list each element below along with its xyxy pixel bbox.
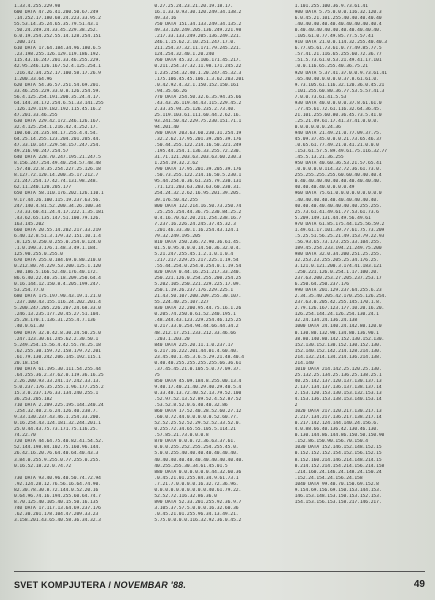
listing-line: .65.40.40.0.0.0.0.37.8.61.61.0. [294,76,379,82]
listing-line: 246.1.15.62.2.10.251.247.17.0. [154,40,236,46]
listing-line: .51.5.73.61.0.53.21.49.41.17.101 [294,58,382,64]
listing-line: 0.0.0.0.0.0.0.0.0.0.40.61.79.22. [154,487,242,493]
listing-line: .0.0.0.0.0.114.32.72.36.61.73.0. [294,167,382,173]
listing-line: .43.43.26.119.44.43.115.229.45.2 [154,100,242,106]
listing-line: 0.33.40.13.72.40.52.13.79.52.100 [154,391,242,396]
listing-line: .71.121.203.63.203.63.60.230.31. [154,185,242,191]
listing-line: 5.21.247.255.45.1.2.1.0.1.0.4 [154,251,234,257]
listing-line: 16.1.33.0.93.30.120.249.34.138.2 [154,10,242,16]
listing-line: .175.106.45.45.106.1.3.62.203.201 [154,76,244,82]
listing-line: 2.153.120.153.130.153.132.153.13 [294,391,382,396]
listing-line: .43.62.65.135.147.51.100.79.126. [14,215,101,221]
listing-line: 100.60.24.235.84.17.255.4.4.54. [14,130,99,136]
listing-line: 950 DATA 40.60.36.53.21.57.65.41 [294,161,382,167]
footer-separator: / [108,580,114,590]
listing-line: 53.254.77.0 [14,288,44,294]
listing-line: 48.212.17.251.233.212.33.46.66 [154,330,236,336]
listing-line: 3.158.201.43.65.40.58.36.34.32.3 [14,517,101,523]
listing-line: 55.53.14.35.24.65.35.79.51.43.1 [14,22,99,28]
listing-columns [14,4,425,562]
listing-line: 5.0.0.255.40.40.40.40.40.40.40. [154,451,239,457]
listing-line: 15.3.0.237.176.33.134.240.255.1 [14,391,99,396]
listing-line: 5.209.149.131.44.49.56.49.61 [294,215,371,221]
listing-line: 940 DATA 21.49.21.0.77.09.37.75. [294,130,382,136]
listing-line: 760 DATA 45.32.3.106.171.45.217. [154,58,242,64]
listing-line: 0.130.144.86.144.86.150.50.150.90 [294,433,385,439]
listing-line: 9.40.17.40.21.40.29.40.29.40.5.4 [154,384,242,390]
listing-line: 700 DATA 61.195.30.111.54.255.44 [14,366,101,372]
listing-line: 31.71.121.203.63.203.63.60.230.3 [154,155,242,161]
listing-line: 62.11.240.120.205.177 [14,185,72,191]
listing-line: 32.4.125.254.1.216.42.4.252.17. [14,124,99,130]
listing-line: 40.40.40.40.0.0.0.0.49 [294,185,355,191]
listing-line: 680 DATA 175.197.90.43.19.1.21.0 [14,294,101,300]
listing-line: 0.130.80.132.90.134.80.136.90.1 [294,330,379,336]
listing-line: .217.217.229.25.217.225.1.19.54 [154,257,239,263]
listing-line: 620 DATA 54.36.57.251.54.69.201. [14,82,101,88]
listing-line: 0.211.254.37.32.11.98.171.245.22 [154,64,242,70]
listing-column-right [295,4,425,562]
listing-line: 250.1.19.26.237.176.229.225.1 [154,288,234,294]
listing-line: .195.44.254.1.136.33.255.72.230. [154,149,242,155]
listing-line: .55.44.254.0.254.0.254.0.1.19.54 [154,264,242,270]
listing-line: .200.171 [14,40,36,46]
listing-line: .7.21.7.0.0.0.0.16.32.72.36.96. [154,481,239,487]
listing-line: 40.25.142.137.120.137.130.137.13 [294,378,382,384]
listing-line: 237.63.200.253.27.205.237.253.17 [294,276,382,282]
listing-line: 1040 DATA 99.40.70.150.69.152.8 [294,481,379,487]
listing-line: 25.28.170.1.136.31.255.4.7.136 [14,318,96,324]
listing-line: 55.224.40.25.107.227 [154,300,209,306]
listing-line: 600 DATA 47.26.41.200.50.67.249 [14,10,99,16]
listing-line: 23.45.40.1.45.3.6.5.29.21.48.40.4 [154,354,244,360]
listing-line: .40.40.40.40.40.40.40.40.40.40. [294,197,379,203]
listing-line: .77.45.61.72.61.116.32.64.36.45. [294,106,382,112]
listing-line: .61.79.130.242.206.145.192.115.1 [14,354,101,360]
listing-line: 5.249.254.15.56.4.42.55.78.25.18 [14,342,101,348]
listing-line: .14.252.17.180.68.24.223.33.95.2 [14,16,101,22]
listing-line: 163.145.202 [14,221,44,227]
listing-line: 0.16.254.43.124.181.32.244.201.1 [14,421,101,427]
listing-line: 237.63.0.205.42.255.145.170.1.8. [294,300,382,306]
listing-line: 840 DATA 225.20.11.1.0.237.17 [154,342,234,348]
listing-line: .0.0.116.65.255.40.36.75.21 [294,64,368,70]
page-number: 49 [413,579,425,590]
listing-line: .62.255.30.159.72.158.179.72.201 [14,348,101,354]
listing-line: 255.255.255.255.60.60.40.40.40.4 [294,173,382,179]
listing-line: 670 DATA 255.0.184.69.0.80.210.0 [14,257,101,263]
listing-line: 49.33.16 [154,16,177,22]
listing-line: .5.25.51.56.25.21.49.153.79.22.93 [294,233,385,239]
listing-line: 630 DATA 229.42.172.246.126.167. [14,118,101,124]
listing-line: 21.101.255.60.80.36.45.73.5.41.0 [294,112,382,118]
listing-line: 1010 DATA 214.142.25.120.25.130. [294,366,382,372]
listing-line: 980 DATA 32.0.34.200.251.25.255. [294,251,382,257]
listing-line: 0.255.72.34.65.55.105.5.114.21 [154,427,236,433]
listing-line: 610 DATA 17.64.184.34.96.180.6.5 [14,46,101,52]
listing-line: .60.0.72.44.0.0.0.0.0.52.60.77. [154,415,239,421]
listing-line: 810 DATA 250.236.72.90.36.61.45. [154,239,242,245]
listing-line: .153.61.57.5.89.49.61.75.116.32.77 [294,149,387,155]
listing-line: 800 DATA 122.214.16.50.73.250.74 [154,203,242,209]
listing-line: .217.33.133.249.205.136.249.221. [154,34,242,40]
listing-line: 146.153.148.153.150.153.152.153. [294,493,382,499]
listing-line: .48.244.43.123.229.254.46.125.25 [154,318,242,324]
listing-line: .57.85.21.73.0.0.0.8 [154,433,209,439]
listing-line: 0.4.16.70.62.20.211.254.238.16.7 [154,215,242,221]
listing-line: 6.77.05.61.73.61.0.77.49.85.77.5 [294,46,382,52]
listing-line: 2.33.35.94.25.126.235.2.73.40. [154,106,236,112]
listing-line: 152.140.152.142.214.128.214.130. [294,348,382,354]
listing-line: 820 DATA 0.44.16.251.217.33.240. [154,270,242,276]
listing-line: .56.93.65.73.173.255.33.104.255. [294,239,382,245]
listing-line: 1.254.19.32.2.62 [154,161,198,167]
listing-line: 650 DATA 58.110.176.202.126.110.1 [14,191,104,197]
listing-line: 82.30.78.30.8.72.144.0.52.20.16 [14,487,99,493]
listing-line: 8.156.247.254.49.40.254.57.48.48 [14,161,101,167]
listing-line: 40.40.40.40.40.40.40.40.40.40.40. [154,457,244,463]
listing-column-middle [154,4,284,562]
footer-publication [14,580,186,590]
listing-line: .203.1.203.20 [154,336,190,342]
listing-line: 52.52.72.116.32.86.36.0 [154,493,217,499]
listing-line: .246.13.235.177.20.45.27.51.104. [14,312,101,318]
listing-line: 930 DATA 40.0.0.0.0.37.8.61.61.0 [294,100,382,106]
listing-line: 880 DATA 0.0.0.0.0.0.44.32.60.36 [154,469,242,475]
listing-line: 740 DATA 17.117.13.64.69.237.176 [14,505,101,511]
listing-line: 38.80.140.80.142.152.130.152.130. [294,336,385,342]
listing-line: 690 DATA 32.0.42.8.30.24.50.25.0 [14,330,101,336]
listing-line: 5.0.237.176.35.255.1.96.177.255.2 [14,384,104,390]
listing-line: 910 DATA 21.0.0.114.32.255.40.40.3 [294,40,387,46]
listing-line: .8.125.0.250.0.255.0.254.0.124.0 [14,239,101,245]
listing-line: 0.27.25.24.23.21.20.19.18.17. [154,4,234,9]
listing-line: .0.45.21.01.255.84.34.9.61.73.1 [154,475,239,481]
listing-line: 1.33.4.255.229.98 [14,4,61,9]
listing-line: 21.247.254.17.42.74.131.98.248. [14,179,99,185]
listing-line: 214.140 [294,360,314,366]
listing-line: 32.24.134.24.136.24.138 [294,318,358,324]
listing-line: 211.254.37.32.11.171.79.245.221. [154,46,242,52]
listing-line: 0.0.0.0.0.0.24.36 [294,124,341,130]
listing-line: 2.34.35.40.205.42.170.255.126.254. [294,294,387,300]
listing-line: 750 DATA 151.34.133.249.34.135.2 [154,22,242,28]
listing-line: 9.17.44.26.100.115.19.237.63.56. [14,197,101,203]
listing-line: 79.32.249.195.205 [154,233,201,239]
listing-line: .0.65.61.77.49.21.0.41.21.0.0.0 [294,143,379,149]
listing-line: 660 DATA 20.55.14.202.217.33.219 [14,227,101,233]
listing-line: 710 DATA 2.209.225.195.144.240.24 [14,403,104,409]
listing-line: 6.0.19.254.252.55.14.128.254.151 [14,34,101,40]
listing-line: .92.124.28.12.76.56.16.64.74.90. [14,481,101,487]
listing-line: .37.45.45.21.0.105.5.0.77.09.37. [154,366,242,372]
magazine-name: SVET KOMPJUTERA [14,580,106,590]
listing-line: 1.49.61.17.101.39.77.61.75.73.209 [294,227,385,233]
listing-line: .53.52.8.52.0.6.40.40.32.86 [154,403,228,409]
listing-line: .25.255.254.44.36.75.230.84.25.2 [154,209,242,215]
listing-line: 0.40.40.255.255.255.255.66.36.61 [154,360,242,366]
listing-line: 850 DATA 45.09.184.8.255.00.13.4 [154,378,242,384]
listing-line: 126.254.144.24.126.254.130.24.1 [294,312,379,318]
listing-line: 47.33.10.147.229.58.157.247.254. [14,143,101,149]
listing-line: .73.33.60.41.24.4.17.222.1.35.181 [14,209,104,215]
listing-line: 0.152.152.152.154.152.156.152.15 [294,451,382,457]
listing-line: .50.44.255.122.214.16.50.221.249 [154,143,242,149]
listing-line: 75 [154,372,160,378]
listing-column-left [14,4,144,562]
listing-line: 124.254.32.40.1.20.240 [154,52,215,58]
listing-line: 6.40.12.8.51.3.179.32.151.10.1.4 [14,233,101,239]
listing-line: 36.253.205.182 [14,397,53,403]
listing-line: .0.45.21.01.255.96.34.13.49.21. [154,511,239,517]
listing-line: 8.70.125.40.105.40.15.50.16.135 [14,499,99,505]
listing-line: .50.24.249.24.33.45.229.38.252. [14,28,99,34]
listing-line: .25.21.49.61.17.41.37.41.0.0.0. [294,118,379,124]
listing-line: 26.42.16.20.76.64.40.64.40.43.3 [14,451,99,457]
listing-line: .152.86.150.90.156.70.150.4 [294,439,368,445]
listing-line: 152.130.152.130.152.130.152.130. [294,342,382,348]
listing-line: 790 DATA 17.95.201.39.205.39.176 [154,167,242,173]
listing-line: 3.84.0.255.9.255.0.77.255.0.255. [14,457,101,463]
listing-line: 9.73.105.61.116.32.120.36.0.45.21 [294,82,385,88]
listing-line: 6.250.64.250.237.176 [294,282,349,288]
listing-line: 250.221.126.0.254.255.200.254.25 [154,276,242,282]
listing-line: .0.42.92.4.32.1.150.152.150.161 [154,82,239,88]
listing-line: 20.18.154 [14,360,39,366]
listing-line: 0.217.33.0.254.94.44.66.44.34.2 [154,324,239,330]
listing-line: 39.176.50.42.255 [154,197,198,203]
listing-line: 1.235.254.32.40.1.20.247.45.32.3 [154,70,242,76]
listing-line: .40.0.61.30 [14,324,44,330]
listing-line: 870 DATA 0.0.0.72.36.63.37.61. [154,439,236,445]
listing-line: 990 DATA 201.129.237.64.255.6.23 [294,288,382,294]
listing-line: 4.153.136.153.138.153.140.153.14 [294,397,382,403]
listing-line: 8.152.160.214.146.214.148.214.15 [294,457,382,463]
listing-line: 25.73.61.41.49.61.77.53.61.73.6 [294,209,379,215]
listing-line: 960 DATA 75.61.0.0.0.0.0.0.0.0.0 [294,191,382,197]
listing-line: 0.16.52.18.22.0.74.72 [14,463,72,469]
listing-line: .105.61.0.77.49.85.77.5.57.41 [294,34,374,40]
listing-line: .57.40.22.8.35.254.227.25.126.18 [14,167,101,173]
listing-line: 6.0.45.21.101.255.40.40.40.40.40 [294,16,382,22]
listing-line: 5.75.0.0.0.0.116.32.92.36.0.45.2 [154,517,242,523]
listing-line: .62.30.201.178.104.47.209.33.23 [14,511,99,517]
listing-line: 21.43.50.107.200.209.255.30.107. [154,294,242,300]
listing-line: 40.255.255.30.34.61.45.01.5 [154,463,228,469]
listing-line: .94.35.66.26 [154,88,187,94]
listing-line: 2 [294,403,298,409]
listing-line: 0.40.40.40.40.40.40.40.40.40.40. [294,179,382,185]
listing-line: .80.186.5.166.52.40.176.40.172. [14,270,99,276]
listing-line: 6.217.16.222.201.44.01.4.60.40. [154,348,239,354]
listing-line: 95.44.254.0.36.61.235.79.230.131 [154,179,242,185]
listing-line: 214.132.214.134.214.136.214.138. [294,354,382,360]
listing-line: 2.79.126.167.123.177.10.20.16.20. [294,306,385,312]
listing-line: 0.214.152.214.154.214.156.214.158 [294,463,385,469]
listing-line: 40.40.40.40.40.40.40.40.255.255. [294,203,382,209]
listing-line: 860 DATA 17.52.40.28.52.60.27.12 [154,409,242,415]
listing-line: 640 DATA 228.70.247.195.21.247.5 [14,155,101,161]
listing-line: 25.119.103.61.111.60.44.2.62.16. [154,112,242,118]
listing-line: 7.0.0.73.61.41.5.53 [294,94,347,100]
listing-line: .101.255.60.80.36.77.53.5.57.41.3 [294,88,385,94]
listing-line: .50.73.255.122.214.16.50.5.230.1 [154,173,242,179]
listing-line: 9.154.69.156.69.150.153.144.153. [294,487,382,493]
listing-line: 890 DATA 52.33.201.255.92.36.9.7 [154,499,242,505]
listing-line: .201.46.33.30.1.16.254.43.124.1 [154,227,239,233]
listing-line: .52.97.52.13.52.89.52.4.52.87.52 [154,397,242,403]
listing-line: .45.5.13.21.36.255 [294,155,344,161]
listing-line: 920 DATA 5.37.41.37.0.0.9.73.61.41 [294,70,387,76]
listing-line: 5.202.105.250.221.229.225.17.09. [154,282,242,288]
listing-line: 970 DATA 61.85.175.44.125.56.59.2 [294,221,385,227]
listing-line: .152.24.154.24.156.24.158 [294,475,363,481]
listing-line: 730 DATA 93.40.96.40.50.74.72.94 [14,475,101,481]
listing-line: .1.0.190.3.176.1.48.3.49.1.184. [14,245,99,251]
listing-line: 1000 DATA 24.140.24.142.80.120.0 [294,324,382,330]
listing-line: 0.217.142.124.144.140.24.156.6. [294,421,379,427]
listing-line: 52.144.198.84.102.75.160.96.144. [14,445,101,451]
listing-line: 01.5.0.95.0.0.0.14.50.36.32.0.4. [154,245,242,251]
listing-line: 45.09.37.45.0.0.0.21.73.65.46.37 [294,137,382,143]
listing-line: 720 DATA 44.64.75.40.82.41.54.52. [14,439,104,445]
listing-line: 49.216.90.247.254.57 [14,149,69,155]
listing-line: 25.132.25.134.25.136.25.138.25.1 [294,372,382,378]
listing-line: .254.32.40.2.6.24.126.40.238.7. [14,409,99,415]
page-footer [14,571,425,590]
listing-line: 3.121.0.121.200.3.174.41.183.121 [294,264,382,270]
listing-line: .216.42.34.252.17.100.58.17.26.9 [14,70,101,76]
listing-line: 47.201.33.46.255 [14,112,58,118]
listing-line: 2.137.134.137.136.137.138.137.14 [294,384,382,390]
listing-line: 74.22.70 [14,433,36,439]
listing-line: 8.127.72.120.14.200.35.17.212.7 [14,173,99,179]
listing-line: .214.160.24.146.24.148.24.150.24 [294,469,382,475]
listing-line: 0.16.144.12.150.8.4.205.199.247. [14,282,101,288]
listing-line: 49.33.120.249.205.136.249.221.98 [154,28,242,34]
listing-line: 115.43.16.247.201.33.46.255.229. [14,58,101,64]
listing-line: 86.6.40.22.40.35.18.209.250.64.4 [14,276,101,282]
listing-line: .40.40.40.40.40.40.40.40.40.40.4 [294,22,382,28]
listing-line: .247.123.30.61.245.62.2.30.50.1 [14,336,99,342]
listing-line: .64.255.36.2.37.62.0.119.36.16.25 [14,372,104,378]
listing-line: 247.140.4.81.52.200.34.26.100.34 [14,203,101,209]
listing-line: 189.45.254.233.194.21.249.75.200 [294,245,382,251]
listing-line: 154.153.156.153.158.217.146.217. [294,499,382,505]
listing-line: 93.241.50.42.229.75.230.151.71.1 [154,118,242,124]
issue-date: NOVEMBAR '88. [113,580,187,590]
listing-line: 9.33.130.237.43.46.1.254.33.200. [14,415,101,421]
listing-line: .126.129.119.182.192.115.45.16.2 [14,106,101,112]
listing-line: .32.2.62.17.95.201.39.205.39.176 [154,137,242,143]
listing-line: 0.205.74.250.0.61.52.240.195.1 [154,312,236,318]
listing-line: 1.101.255.100.36.9.73.61.41 [294,4,368,9]
listing-line: 64.144.34.172.254.6.51.33.141.255 [14,100,104,106]
listing-line: 25.0.44.43.75.73.171.75.116.25. [14,427,99,433]
listing-line: 94.201.40 [154,124,179,130]
listing-line: 3.105.37.57.5.0.0.0.16.32.60.36 [154,505,239,511]
listing-line: 2.26.200.93.33.241.17.242.33.13. [14,378,101,384]
listing-line: 1020 DATA 217.120.217.130.217.13 [294,409,382,415]
listing-line: 900 DATA 5.75.0.0.0.116.32.120.3 [294,10,382,16]
listing-line: 830 DATA 22.200.95.44.75.16.1.26 [154,306,242,312]
listing-line: 56.4.125.254.191.200.35.24.4.17. [14,94,101,100]
listing-line: 64.25.14.255.123.204.201.205.44. [14,137,101,143]
listing-line: 2.217.134.217.136.217.138.217.14 [294,415,382,421]
listing-line: 1.200.33.64.96 [14,76,53,82]
listing-line: .250.221.126.0.254.1.17.100.20. [294,270,379,276]
listing-line: 770 DATA 254.50.32.6.35.94.35.66 [154,94,242,100]
listing-line: 52.52.25.52.52.29.52.52.33.52.0. [154,421,242,427]
listing-line: .237.100.43.155.116.24.202.201.4 [14,300,101,306]
listing-line: 125.90.255.0.255.0 [14,251,63,257]
listing-line: 32.253.23.255.205.25.34.176.25. [294,257,379,263]
listing-line: 0.64.96.74.16.194.255.60.64.74.7 [14,493,101,499]
listing-line: 0.212.80.74.229.53.200.125.1.120 [14,264,101,270]
listing-line: .23.198.255.126.129.119.186.192. [14,52,101,58]
listing-line: 4.0.88.66.40.136.42.130.46.130. [294,427,379,433]
listing-line: 0.40.40.40.40.40.40.40.40.40.40. [294,28,382,34]
listing-line: 5.200.247.205.226.207.24.68.33.0 [14,306,101,312]
listing-line: 0.0.0.255.252.255.254.255.45.0. [154,445,239,451]
listing-line: 254.24.32.2.62.16.95.201.39.205. [154,191,242,197]
listing-line: 1030 DATA 152.146.152.148.152.15 [294,445,382,451]
listing-line: 780 DATA 203.63.60.230.31.254.19 [154,130,242,136]
listing-line: .57.41.21.116.65.255.60.72.36.77 [294,52,382,58]
listing-line: 42.95.246.126.167.52.4.125.254.1 [14,64,101,70]
listing-line: 7.237.16.226.24.245.37.45.32.3 [154,221,236,227]
listing-line: 33.46.255.229.33.0.8.126.254.59. [14,88,101,94]
